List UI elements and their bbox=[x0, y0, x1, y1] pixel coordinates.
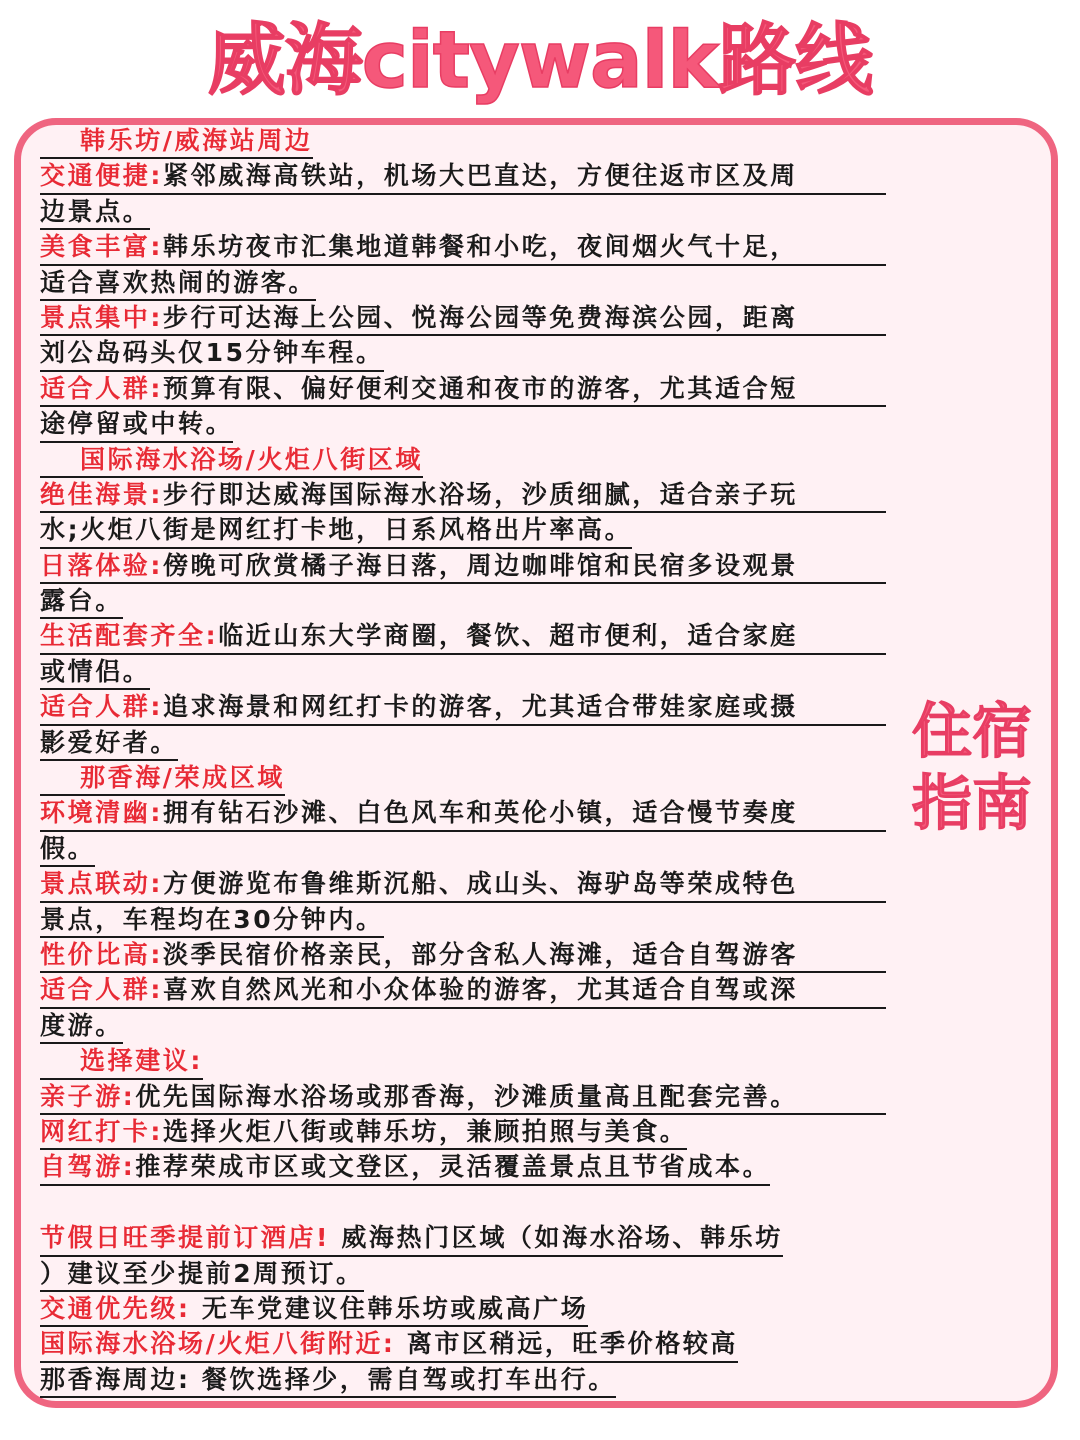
list-item bbox=[40, 1080, 886, 1115]
item-text-line: 刘公岛码头仅15分钟车程。 bbox=[40, 336, 384, 371]
item-label: 景点集中: bbox=[40, 302, 163, 332]
item-text: 优先国际海水浴场或那香海，沙滩质量高且配套完善。 bbox=[135, 1081, 798, 1111]
list-item bbox=[40, 301, 886, 336]
side-label-line: 住宿 bbox=[912, 697, 1032, 767]
item-label: 自驾游: bbox=[40, 1152, 136, 1182]
item-text-line: 度游。 bbox=[40, 1009, 123, 1044]
item-label: 绝佳海景: bbox=[40, 479, 163, 509]
item-text-line: 露台。 bbox=[40, 584, 123, 619]
item-label: 性价比高: bbox=[40, 939, 163, 969]
list-item bbox=[40, 159, 886, 194]
item-text-line: 适合喜欢热闹的游客。 bbox=[40, 266, 316, 301]
item-text: 预算有限、偏好便利交通和夜市的游客，尤其适合短 bbox=[163, 373, 798, 403]
list-item bbox=[40, 372, 886, 407]
list-item bbox=[40, 973, 886, 1008]
list-item bbox=[40, 1150, 770, 1185]
item-text: 方便游览布鲁维斯沉船、成山头、海驴岛等荣成特色 bbox=[163, 869, 798, 899]
list-item bbox=[40, 796, 886, 831]
item-label: 环境清幽: bbox=[40, 798, 163, 828]
list-item bbox=[40, 478, 886, 513]
item-text: 紧邻威海高铁站，机场大巴直达，方便往返市区及周 bbox=[163, 161, 798, 191]
side-label-line: 指南 bbox=[912, 769, 1032, 839]
tip-item bbox=[40, 1221, 783, 1256]
item-text: 推荐荣成市区或文登区，灵活覆盖景点且节省成本。 bbox=[135, 1152, 771, 1182]
item-text: 喜欢自然风光和小众体验的游客，尤其适合自驾或深 bbox=[163, 975, 798, 1005]
item-text-line: 景点，车程均在30分钟内。 bbox=[40, 903, 384, 938]
item-text-line: 边景点。 bbox=[40, 195, 150, 230]
tip-text: 无车党建议住韩乐坊或威高广场 bbox=[190, 1293, 589, 1323]
section-heading: 国际海水浴场/火炬八街区域 bbox=[40, 443, 423, 478]
item-label: 适合人群: bbox=[40, 373, 163, 403]
item-text: 韩乐坊夜市汇集地道韩餐和小吃，夜间烟火气十足， bbox=[163, 232, 798, 262]
item-label: 亲子游: bbox=[40, 1081, 136, 1111]
item-text: 选择火炬八街或韩乐坊，兼顾拍照与美食。 bbox=[163, 1116, 688, 1146]
item-text: 临近山东大学商圈，餐饮、超市便利，适合家庭 bbox=[218, 621, 798, 651]
item-text: 傍晚可欣赏橘子海日落，周边咖啡馆和民宿多设观景 bbox=[163, 550, 798, 580]
section-heading: 选择建议: bbox=[40, 1044, 203, 1079]
tip-text-line: ）建议至少提前2周预订。 bbox=[40, 1257, 364, 1292]
item-text-line: 影爱好者。 bbox=[40, 726, 178, 761]
item-label: 生活配套齐全: bbox=[40, 621, 219, 651]
section-heading: 韩乐坊/威海站周边 bbox=[40, 124, 313, 159]
item-label: 美食丰富: bbox=[40, 232, 163, 262]
item-label: 网红打卡: bbox=[40, 1116, 163, 1146]
list-item bbox=[40, 867, 886, 902]
tip-label: 国际海水浴场/火炬八街附近: bbox=[40, 1329, 396, 1359]
item-text-line: 水;火炬八街是网红打卡地，日系风格出片率高。 bbox=[40, 513, 632, 548]
list-item bbox=[40, 230, 886, 265]
tip-text: 威海热门区域（如海水浴场、韩乐坊 bbox=[330, 1223, 783, 1253]
item-label: 适合人群: bbox=[40, 975, 163, 1005]
tip-text: 那香海周边: 餐饮选择少，需自驾或打车出行。 bbox=[40, 1364, 616, 1394]
item-text-line: 假。 bbox=[40, 832, 95, 867]
item-text: 追求海景和网红打卡的游客，尤其适合带娃家庭或摄 bbox=[163, 692, 798, 722]
list-item bbox=[40, 619, 886, 654]
side-label bbox=[912, 696, 1042, 840]
page-title: 威海citywalk路线 bbox=[207, 16, 873, 106]
item-text-line: 或情侣。 bbox=[40, 655, 150, 690]
item-label: 交通便捷: bbox=[40, 161, 163, 191]
item-label: 适合人群: bbox=[40, 692, 163, 722]
list-item bbox=[40, 1115, 687, 1150]
list-item bbox=[40, 938, 886, 973]
item-text: 淡季民宿价格亲民，部分含私人海滩，适合自驾游客 bbox=[163, 939, 798, 969]
tip-label: 节假日旺季提前订酒店! bbox=[40, 1223, 331, 1253]
tip-item bbox=[40, 1292, 588, 1327]
guide-content bbox=[40, 124, 900, 1398]
item-label: 日落体验: bbox=[40, 550, 163, 580]
list-item bbox=[40, 549, 886, 584]
item-label: 景点联动: bbox=[40, 869, 163, 899]
section-heading: 那香海/荣成区域 bbox=[40, 761, 285, 796]
list-item bbox=[40, 690, 886, 725]
tip-item bbox=[40, 1363, 616, 1398]
item-text: 步行即达威海国际海水浴场，沙质细腻，适合亲子玩 bbox=[163, 479, 798, 509]
item-text: 拥有钻石沙滩、白色风车和英伦小镇，适合慢节奏度 bbox=[163, 798, 798, 828]
tip-label: 交通优先级: bbox=[40, 1293, 191, 1323]
item-text: 步行可达海上公园、悦海公园等免费海滨公园，距离 bbox=[163, 302, 798, 332]
tip-text: 离市区稍远，旺季价格较高 bbox=[395, 1329, 739, 1359]
tip-item bbox=[40, 1327, 738, 1362]
item-text-line: 途停留或中转。 bbox=[40, 407, 233, 442]
